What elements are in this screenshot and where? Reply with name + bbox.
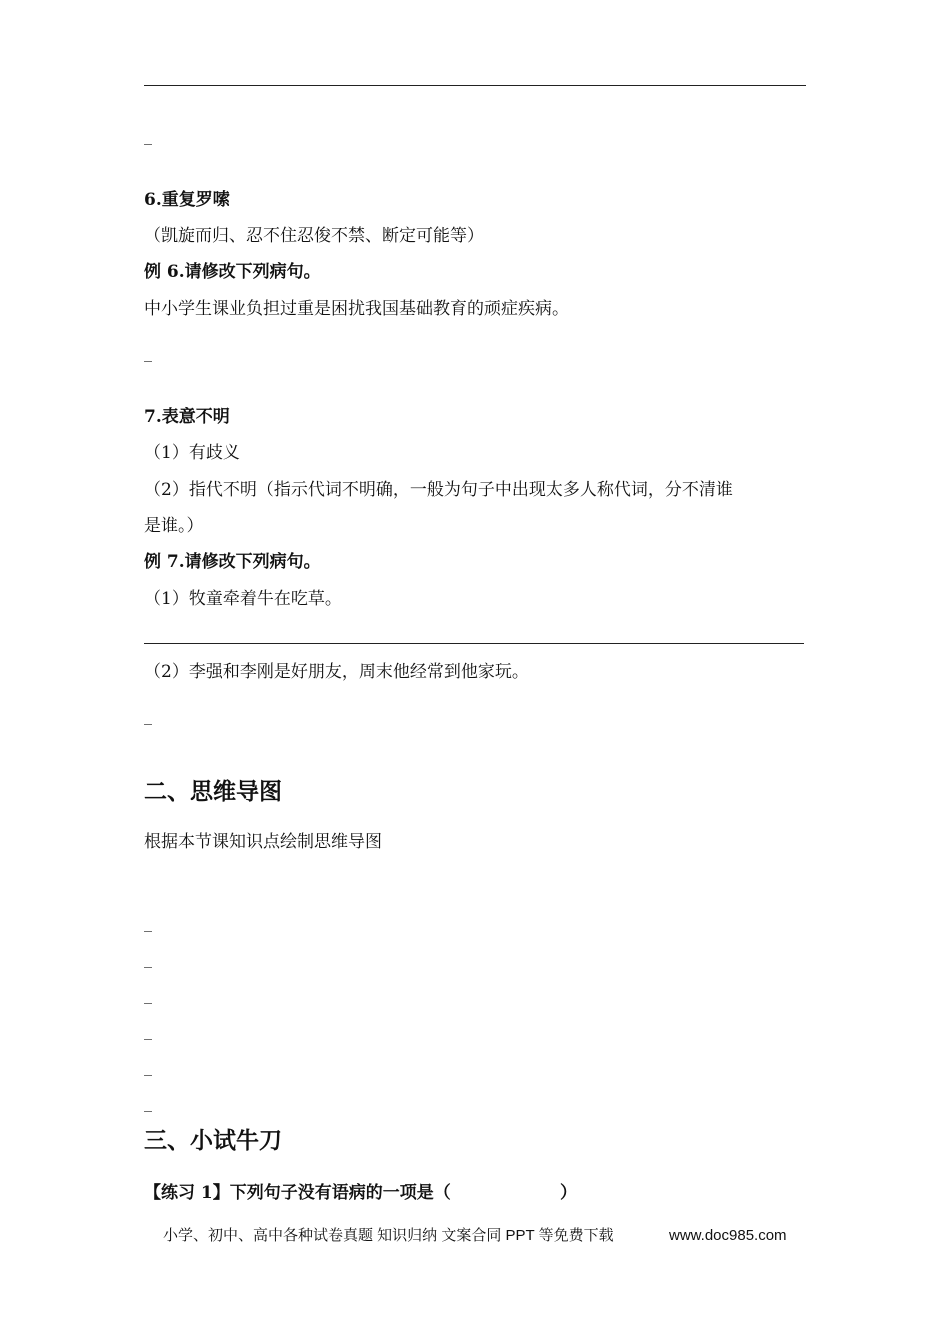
blank-dash: _	[144, 1093, 152, 1112]
part3-heading: 三、小试牛刀	[144, 1127, 282, 1154]
section6-example-title: 例 6.请修改下列病句。	[144, 262, 321, 282]
section6-heading: 6.重复罗嗦	[144, 190, 230, 210]
part2-instruction: 根据本节课知识点绘制思维导图	[144, 832, 382, 852]
blank-dash: _	[144, 1021, 152, 1040]
footer-text: 小学、初中、高中各种试卷真题 知识归纳 文案合同 PPT 等免费下载	[163, 1227, 614, 1244]
footer-url: www.doc985.com	[669, 1227, 787, 1244]
blank-dash: _	[144, 126, 152, 145]
section6-sentence: 中小学生课业负担过重是困扰我国基础教育的顽症疾病。	[144, 299, 569, 319]
blank-dash: _	[144, 343, 152, 362]
exercise1-question: 【练习 1】下列句子没有语病的一项是（	[144, 1183, 451, 1203]
blank-dash: _	[144, 706, 152, 725]
blank-dash: _	[144, 949, 152, 968]
section7-example1: （1）牧童牵着牛在吃草。	[144, 589, 342, 609]
part2-heading: 二、思维导图	[144, 778, 282, 805]
section7-example-title: 例 7.请修改下列病句。	[144, 552, 321, 572]
blank-dash: _	[144, 985, 152, 1004]
section6-note: （凯旋而归、忍不住忍俊不禁、断定可能等）	[144, 226, 484, 246]
section7-item1: （1）有歧义	[144, 443, 240, 463]
section7-example2: （2）李强和李刚是好朋友，周末他经常到他家玩。	[144, 662, 529, 682]
section7-heading: 7.表意不明	[144, 407, 230, 427]
answer-line	[144, 643, 804, 644]
top-answer-line	[144, 85, 806, 86]
exercise1-close-paren: ）	[560, 1183, 577, 1203]
blank-dash: _	[144, 913, 152, 932]
blank-dash: _	[144, 1057, 152, 1076]
section7-item2-line1: （2）指代不明（指示代词不明确，一般为句子中出现太多人称代词，分不清谁	[144, 480, 733, 500]
section7-item2-line2: 是谁。）	[144, 516, 204, 536]
